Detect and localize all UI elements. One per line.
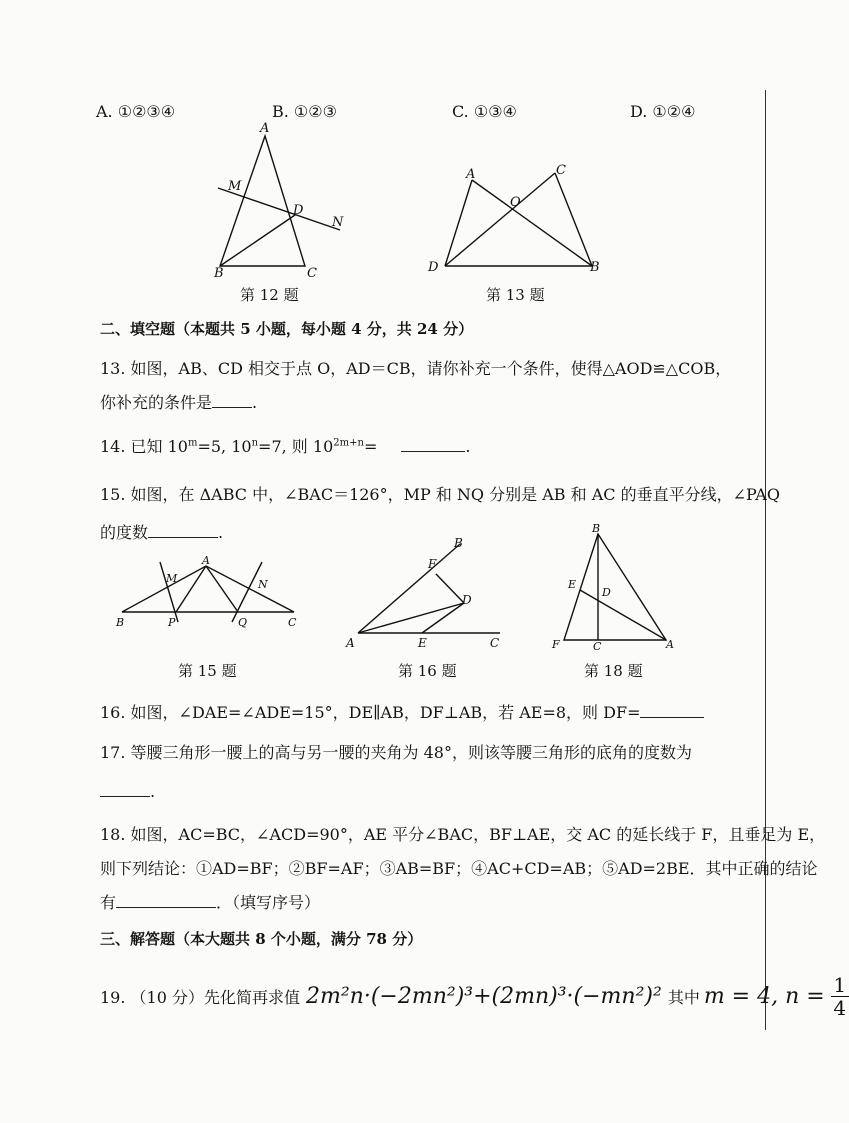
q19-condition: m = 4, n =: [703, 984, 825, 1009]
fig12-triangle: [220, 136, 305, 266]
fig13-label-b: B: [590, 260, 600, 275]
q15-line1: 15. 如图，在 ΔABC 中，∠BAC＝126°，MP 和 NQ 分别是 AB 和 AC 的垂直平分线，∠PAQ: [100, 485, 780, 504]
fig13-side-ad: [445, 180, 472, 266]
q17-line2: [100, 782, 155, 801]
fig18-label-c: C: [593, 640, 602, 653]
fig16-line-fd: [436, 574, 464, 603]
q14-suffix: .: [465, 437, 471, 456]
fig15-label-b: B: [116, 616, 125, 629]
fig12-label-m: M: [228, 179, 242, 194]
q14-sup-exp: 2m+n: [333, 437, 364, 449]
figure-18: [548, 522, 678, 652]
fig13-label-c: C: [556, 163, 566, 178]
section2-heading: 二、填空题（本题共 5 小题，每小题 4 分，共 24 分）: [100, 320, 474, 338]
fig12-label-a: A: [260, 121, 270, 136]
option-a: A. ①②③④: [96, 102, 176, 121]
q14-answer-blank[interactable]: [401, 451, 465, 452]
figure-16: [340, 536, 510, 651]
q19-where: 其中: [667, 988, 700, 1007]
q14-line: [100, 434, 470, 457]
fig12-line-mn: [218, 188, 340, 230]
q19-frac-num: 1: [833, 973, 847, 997]
fig16-line-ed: [422, 603, 464, 633]
section3-heading: 三、解答题（本大题共 8 个小题，满分 78 分）: [100, 930, 423, 948]
q18-answer-blank[interactable]: [116, 907, 216, 908]
fig13-diag-cd: [445, 173, 555, 266]
fig16-label-f: F: [428, 557, 437, 571]
fig15-label-m: M: [166, 572, 178, 585]
q13-prefix: 你补充的条件是: [100, 393, 213, 412]
fig15-label-c: C: [288, 616, 297, 629]
q14-sup-m: m: [187, 437, 198, 449]
option-c: C. ①③④: [452, 102, 517, 121]
fig13-caption: 第 13 题: [486, 286, 545, 304]
q17-answer-blank[interactable]: [100, 796, 150, 797]
fig18-caption: 第 18 题: [584, 662, 643, 680]
q15-answer-blank[interactable]: [148, 537, 218, 538]
q18-line2: 则下列结论：①AD=BF；②BF=AF；③AB=BF；④AC+CD=AB；⑤AD=2BE．其中正确的结论: [100, 859, 818, 878]
q13-line1: 13. 如图，AB、CD 相交于点 O，AD＝CB，请你补充一个条件，使得△AOD≌△COB，: [100, 359, 732, 378]
q16-line: [100, 700, 704, 723]
q14-prefix: 14. 已知 10: [100, 437, 188, 456]
q18-line1: 18. 如图，AC=BC，∠ACD=90°，AE 平分∠BAC，BF⊥AE，交 AC 的延长线于 F，且垂足为 E，: [100, 825, 826, 844]
fig16-line-ad: [358, 603, 464, 633]
q18-suffix: ．（填写序号）: [216, 893, 321, 912]
fig15-line-aq: [206, 566, 238, 612]
q13-suffix: .: [252, 393, 258, 412]
q16-text: 16. 如图，∠DAE=∠ADE=15°，DE∥AB，DF⊥AB，若 AE=8，则 DF=: [100, 703, 641, 722]
fig12-label-n: N: [332, 215, 344, 230]
fig18-label-d: D: [602, 586, 611, 599]
fig13-label-o: O: [510, 195, 521, 210]
q19-line: [100, 974, 849, 1019]
fig16-label-b: B: [454, 536, 463, 550]
page-margin-line: [765, 90, 766, 1030]
fig16-label-a: A: [346, 636, 355, 650]
q14-sup-n: n: [251, 437, 259, 449]
fig15-label-p: P: [168, 616, 176, 629]
q19-expression: 2m²n·(−2mn²)³+(2mn)³·(−mn²)²: [305, 984, 662, 1009]
fig18-label-a: A: [666, 638, 674, 651]
fig15-bisector-nq: [232, 562, 262, 622]
fig15-triangle: [122, 566, 294, 612]
fig18-label-e: E: [568, 578, 577, 591]
q13-line2: [100, 390, 257, 413]
fig15-line-ap: [176, 566, 206, 612]
fig13-label-d: D: [428, 260, 439, 275]
q14-mid3: =: [363, 437, 378, 456]
q17-suffix: .: [150, 782, 156, 801]
q13-answer-blank[interactable]: [212, 407, 252, 408]
fig18-line-ea: [580, 590, 666, 640]
q18-prefix: 有: [100, 893, 117, 912]
figure-13: [420, 158, 610, 278]
q19-frac-den: 4: [833, 996, 847, 1020]
fig16-label-d: D: [462, 593, 472, 607]
q19-prefix: 19. （10 分）先化简再求值: [100, 988, 300, 1007]
q14-mid2: =7, 则 10: [258, 437, 334, 456]
q15-line2: [100, 520, 223, 543]
fig18-triangle: [564, 534, 666, 640]
q18-line3: [100, 890, 320, 913]
q15-suffix: .: [218, 523, 224, 542]
q15-prefix: 的度数: [100, 523, 149, 542]
fig15-label-q: Q: [238, 616, 248, 629]
fig16-label-e: E: [418, 636, 427, 650]
option-d: D. ①②④: [630, 102, 696, 121]
fig18-label-b: B: [592, 522, 601, 535]
figure-12: [190, 118, 360, 281]
q19-fraction: [831, 974, 849, 1019]
fig15-label-n: N: [258, 578, 268, 591]
figure-15: [112, 554, 308, 634]
fig15-caption: 第 15 题: [178, 662, 237, 680]
q17-line1: 17. 等腰三角形一腰上的高与另一腰的夹角为 48°，则该等腰三角形的底角的度数为: [100, 743, 692, 762]
fig15-bisector-mp: [160, 562, 178, 622]
fig16-caption: 第 16 题: [398, 662, 457, 680]
q16-answer-blank[interactable]: [640, 717, 704, 718]
fig16-ray-ab: [358, 544, 460, 633]
fig12-caption: 第 12 题: [240, 286, 299, 304]
fig13-label-a: A: [466, 167, 476, 182]
fig18-label-f: F: [552, 638, 560, 651]
option-b: B. ①②③: [272, 102, 337, 121]
fig15-label-a: A: [202, 554, 210, 567]
fig12-label-c: C: [307, 266, 317, 281]
fig12-line-bd: [220, 215, 295, 266]
fig12-label-b: B: [214, 266, 224, 281]
fig16-label-c: C: [490, 636, 500, 650]
fig12-label-d: D: [293, 203, 304, 218]
q14-mid1: =5, 10: [197, 437, 252, 456]
